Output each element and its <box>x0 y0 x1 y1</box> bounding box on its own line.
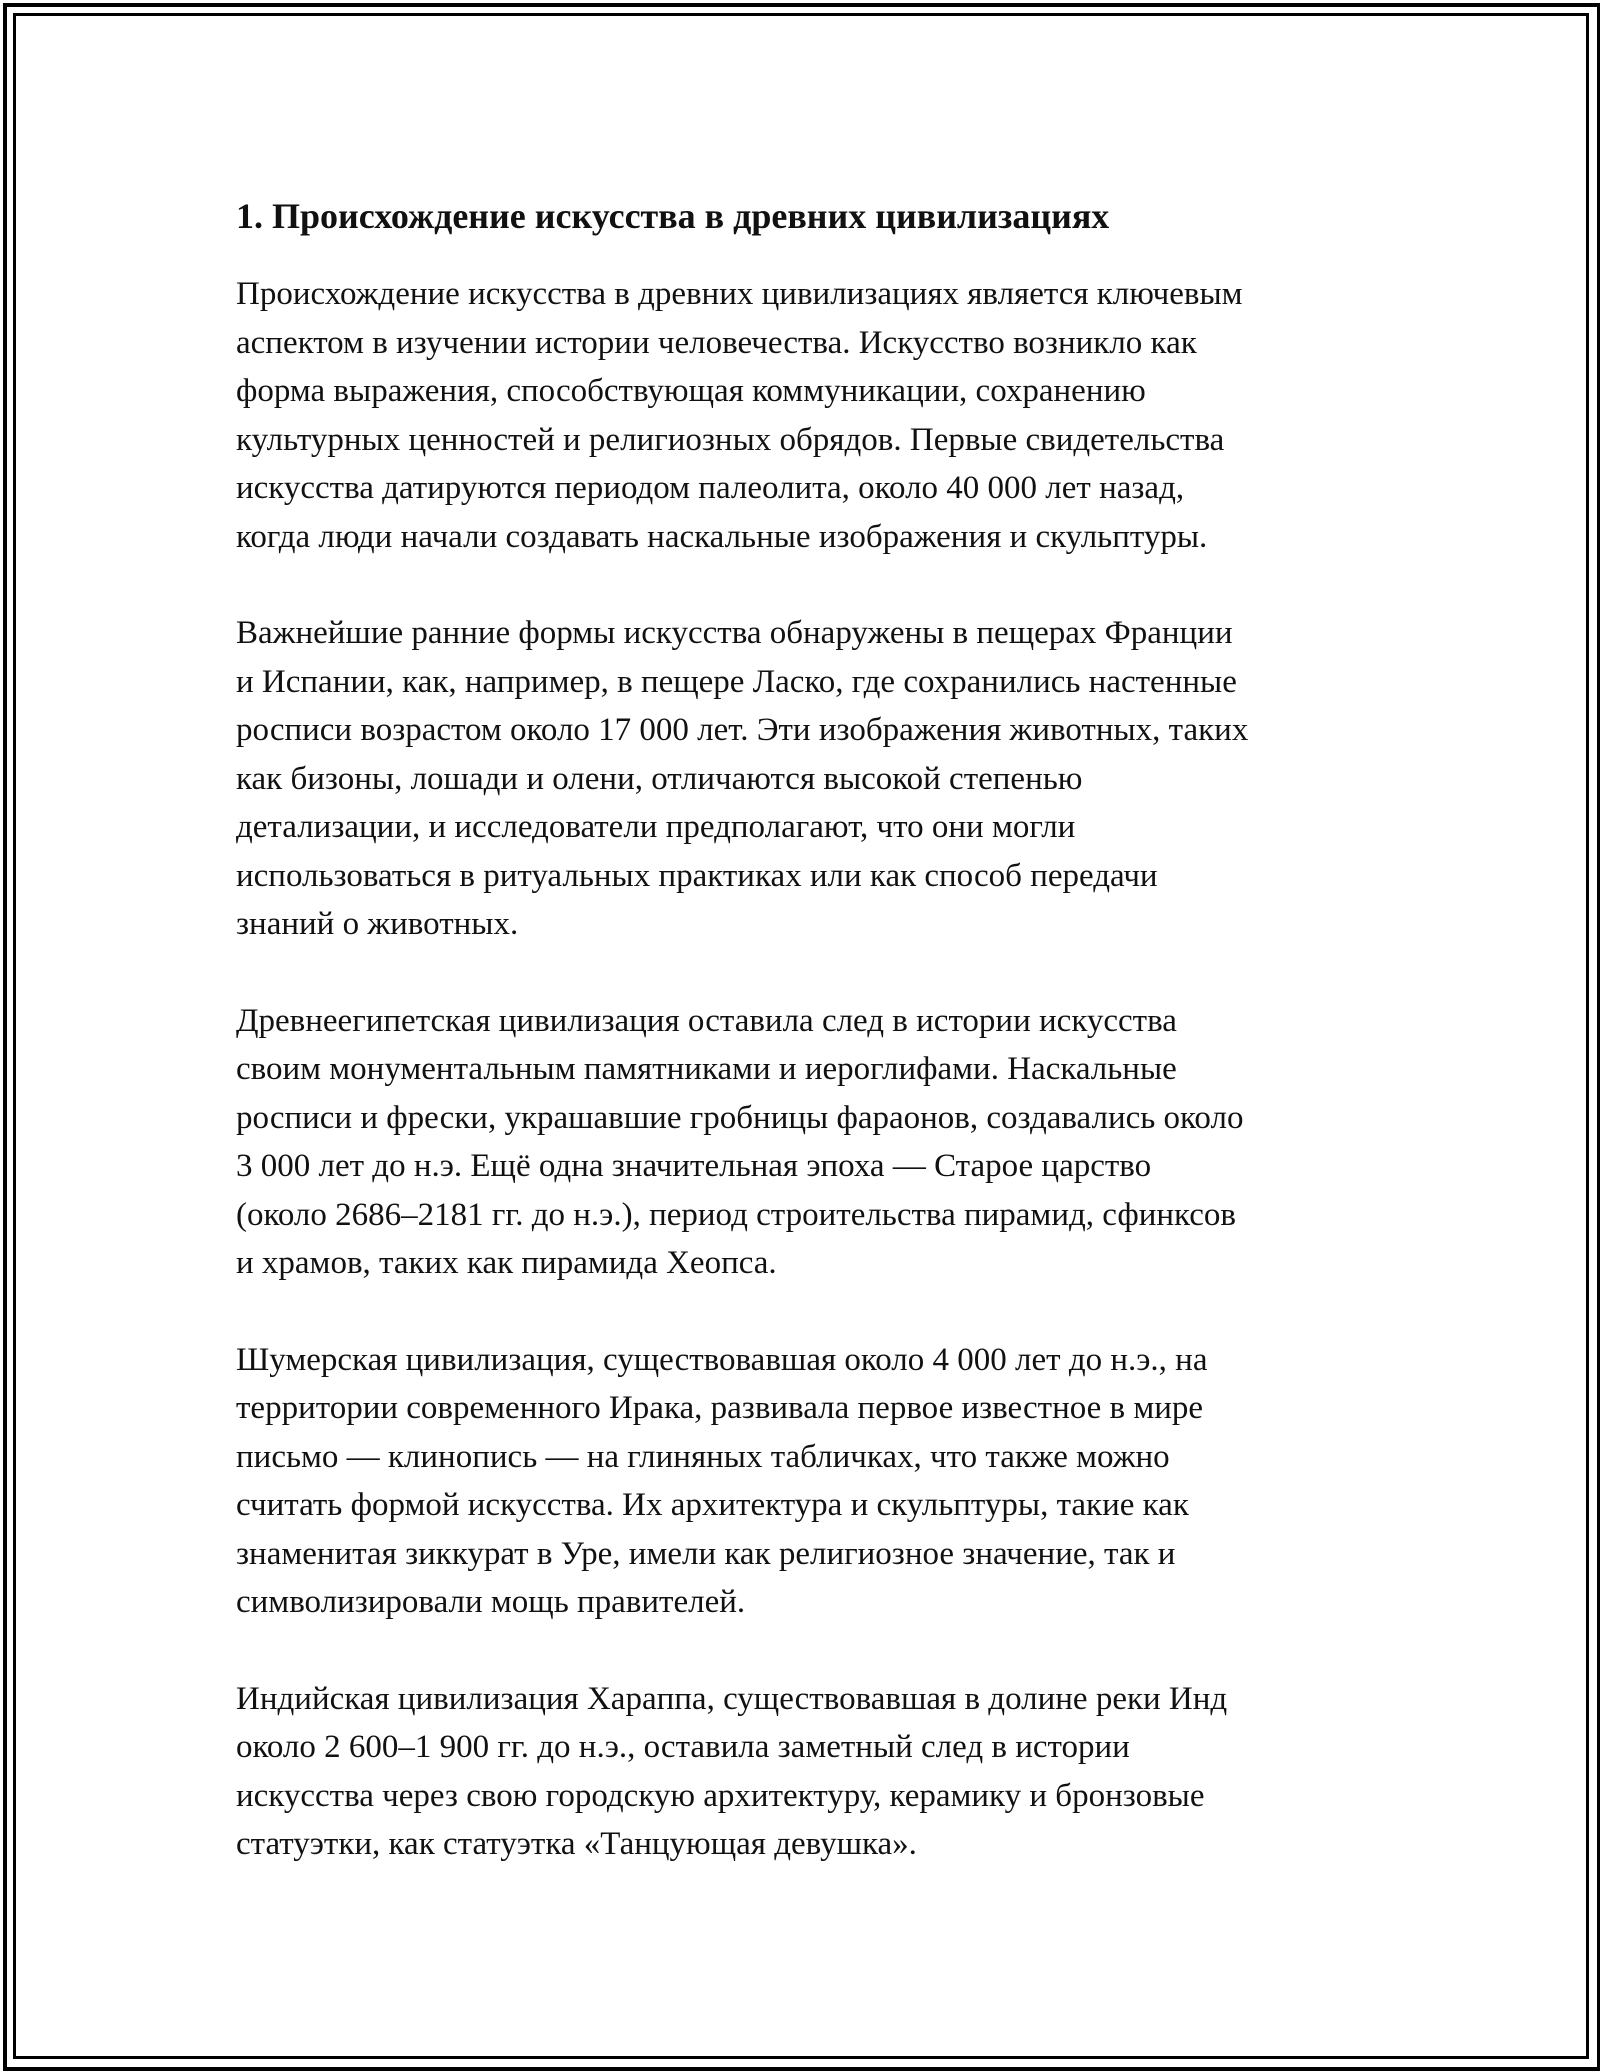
text-line: Важнейшие ранние формы искусства обнаружены в пещерах Франции <box>236 615 1233 651</box>
text-line: росписи возрастом около 17 000 лет. Эти изображения животных, таких <box>236 712 1249 748</box>
paragraph-egypt <box>236 997 1376 1288</box>
text-line: считать формой искусства. Их архитектура и скульптуры, такие как <box>236 1487 1189 1523</box>
text-line: знаменитая зиккурат в Уре, имели как религиозное значение, так и <box>236 1535 1176 1572</box>
text-line: и Испании, как, например, в пещере Ласко, где сохранились настенные <box>236 663 1237 700</box>
text-line: символизировали мощь правителей. <box>236 1584 746 1620</box>
text-line: аспектом в изучении истории человечества. Искусство возникло как <box>236 324 1197 361</box>
text-line: письмо — клинопись — на глиняных табличках, что также можно <box>236 1438 1170 1475</box>
paragraph-harappa <box>236 1675 1376 1869</box>
text-line: Древнеегипетская цивилизация оставила след в истории искусства <box>236 1002 1177 1039</box>
text-line: около 2 600–1 900 гг. до н.э., оставила заметный след в истории <box>236 1729 1130 1765</box>
text-line: и храмов, таких как пирамида Хеопса. <box>236 1245 777 1281</box>
text-line: детализации, и исследователи предполагают, что они могли <box>236 809 1076 845</box>
text-line: когда люди начали создавать наскальные изображения и скульптуры. <box>236 518 1208 555</box>
text-line: как бизоны, лошади и олени, отличаются высокой степенью <box>236 760 1083 797</box>
paragraph-origins <box>236 270 1376 561</box>
text-line: территории современного Ирака, развивала первое известное в мире <box>236 1390 1204 1426</box>
paragraph-sumer <box>236 1336 1376 1627</box>
text-line: искусства датируются периодом палеолита, около 40 000 лет назад, <box>236 470 1185 506</box>
text-line: (около 2686–2181 гг. до н.э.), период строительства пирамид, сфинксов <box>236 1196 1236 1233</box>
text-line: Происхождение искусства в древних цивилизациях является ключевым <box>236 276 1243 312</box>
text-line: 3 000 лет до н.э. Ещё одна значительная эпоха — Старое царство <box>236 1148 1152 1184</box>
text-line: статуэтки, как статуэтка «Танцующая девушка». <box>236 1826 917 1862</box>
text-line: культурных ценностей и религиозных обрядов. Первые свидетельства <box>236 421 1225 458</box>
paragraph-cave-art <box>236 609 1376 949</box>
text-line: Индийская цивилизация Харaппа, существовавшая в долине реки Инд <box>236 1680 1228 1717</box>
text-line: искусства через свою городскую архитектуру, керамику и бронзовые <box>236 1777 1205 1814</box>
text-line: своим монументальным памятниками и иероглифами. Наскальные <box>236 1051 1177 1087</box>
document-body <box>236 186 1376 1917</box>
text-line: использоваться в ритуальных практиках или как способ передачи <box>236 857 1158 894</box>
text-line: Шумерская цивилизация, существовавшая около 4 000 лет до н.э., на <box>236 1341 1208 1378</box>
section-heading: 1. Происхождение искусства в древних цивилизациях <box>236 196 1110 236</box>
text-line: знаний о животных. <box>236 906 519 942</box>
text-line: росписи и фрески, украшавшие гробницы фараонов, создавались около <box>236 1099 1244 1136</box>
text-line: форма выражения, способствующая коммуникации, сохранению <box>236 373 1146 409</box>
